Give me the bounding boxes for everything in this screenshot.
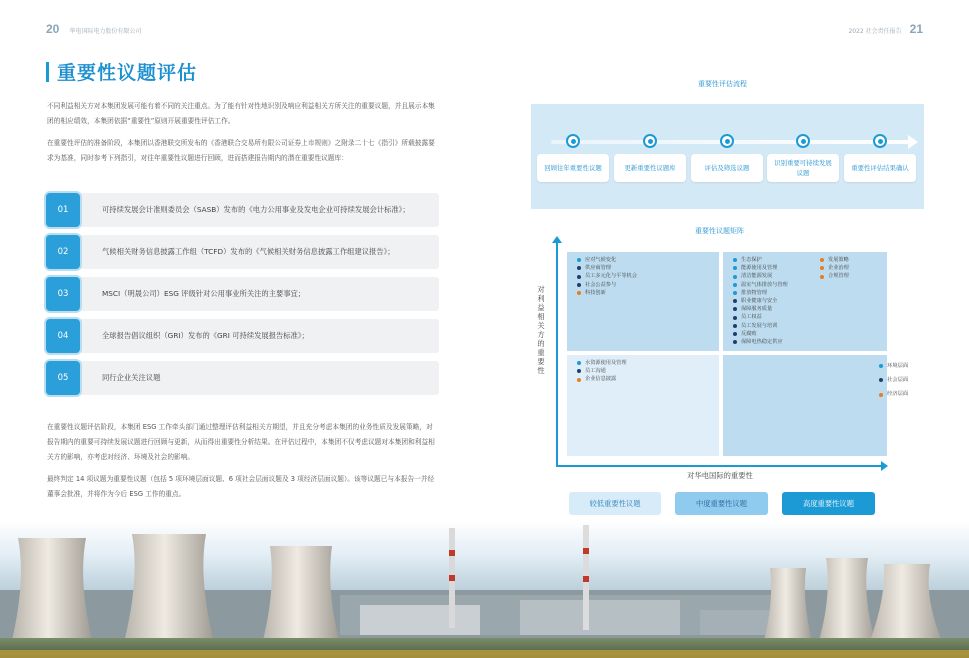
matrix-topic-label: 排放物管理 [741, 289, 767, 296]
report-name: 2022 社会责任报告 [848, 28, 902, 35]
bullet-dot-icon [733, 307, 737, 311]
matrix-topic [820, 256, 849, 264]
bullet-dot-icon [733, 316, 737, 320]
bullet-dot-icon [733, 340, 737, 344]
matrix-topic-label: 企业治理 [828, 265, 849, 272]
matrix-topic [733, 330, 877, 338]
reference-text: 气候相关财务信息披露工作组（TCFD）发布的《气候相关财务信息披露工作组建议报告》； [102, 247, 395, 256]
matrix-topic [879, 362, 908, 370]
flow-step-label: 更新重要性议题库 [614, 154, 686, 182]
matrix-topic [733, 289, 877, 297]
matrix-topic-label: 合规管理 [828, 273, 849, 280]
conclusion-paragraph-2: 最终判定 14 项议题为重要性议题（包括 5 项环境层面议题、6 项社会层面议题及 3 项经济层面议题）。该等议题已与本报告一并经董事会批准，并将作为今后 ESG 工作的重点。 [47, 475, 435, 498]
bullet-dot-icon [733, 332, 737, 336]
matrix-topic [733, 264, 877, 272]
matrix-topic-label: 温室气体排放与管理 [741, 281, 788, 288]
matrix-topic [733, 272, 877, 280]
company-name: 华电国际电力股份有限公司 [69, 28, 142, 35]
bullet-dot-icon [577, 266, 581, 270]
reference-text: 可持续发展会计准则委员会（SASB）发布的《电力公用事业及发电企业可持续发展会计标准》； [102, 205, 410, 214]
reference-list [46, 193, 439, 403]
matrix-topic [577, 281, 709, 289]
matrix-topic [577, 359, 709, 367]
bullet-dot-icon [577, 291, 581, 295]
matrix-topic-label: 科技创新 [585, 289, 606, 296]
title-accent-bar [46, 62, 49, 82]
matrix-topic-label: 保障电热稳定供应 [741, 339, 783, 346]
bullet-dot-icon [820, 258, 824, 262]
matrix-topic [820, 272, 849, 280]
quadrant-bottom-right [723, 355, 887, 456]
quadrant-col-environment-social [733, 256, 877, 346]
matrix-topic-label: 员工发展与培训 [741, 322, 778, 329]
matrix-topic-label: 供应商管理 [585, 265, 611, 272]
flow-step [614, 134, 686, 182]
bullet-dot-icon [879, 364, 883, 368]
matrix-topic [733, 338, 877, 346]
conclusion-paragraph-1: 在重要性议题评估阶段，本集团 ESG 工作牵头部门通过整理评估利益相关方期望，并且充分考虑本集团的业务性质及发展策略，对报告期内的重要可持续发展议题进行回顾与更新，从而得出重要性分析结果。在评估过程中，本集团不仅考虑议题对本集团和利益相关方的影响，亦考虑对经济、环境及社会的影响。 [47, 423, 435, 461]
matrix-topic-label: 环境层面 [887, 363, 909, 369]
reference-item [46, 277, 439, 311]
step-dot-icon [720, 134, 734, 148]
bullet-dot-icon [733, 266, 737, 270]
matrix-topic [733, 281, 877, 289]
flow-step [691, 134, 763, 182]
left-header [46, 22, 141, 36]
matrix-topic-label: 社会公益参与 [585, 281, 617, 288]
bullet-dot-icon [577, 258, 581, 262]
bullet-dot-icon [577, 378, 581, 382]
x-axis-label: 对华电国际的重要性 [687, 471, 753, 480]
bullet-dot-icon [733, 283, 737, 287]
x-axis [556, 465, 884, 467]
matrix-topic-label: 清洁能源发展 [741, 273, 773, 280]
matrix-topic-label: 经济层面 [887, 391, 909, 398]
bullet-dot-icon [820, 266, 824, 270]
high-importance-label: 高度重要性议题 [782, 492, 875, 515]
matrix-topic [820, 264, 849, 272]
page-title-text: 重要性议题评估 [57, 62, 198, 84]
flow-step [537, 134, 609, 182]
flow-step [844, 134, 916, 182]
quadrant-col-economic [820, 256, 849, 281]
matrix-topic-label: 生态保护 [741, 257, 762, 263]
flow-step-label: 评估及筛选议题 [691, 154, 763, 182]
power-plant-illustration [0, 520, 969, 658]
intro-paragraph-2: 在重要性评估的准备阶段，本集团以香港联交所发布的《香港联合交易所有限公司证券上市规则》之附录二十七《指引》所载披露要求为基准，同时参考下列指引，对往年重要性议题进行回顾，进而搭建报告期内的潜在重要性议题库： [47, 139, 435, 162]
matrix-topic-label: 发展策略 [828, 257, 849, 263]
quadrant-top-left [567, 252, 719, 351]
reference-text: MSCI（明晟公司）ESG 评级针对公用事业所关注的主要事宜； [102, 289, 306, 298]
matrix-topic [733, 322, 877, 330]
matrix-topic [577, 272, 709, 280]
reference-item [46, 361, 439, 395]
reference-text: 同行企业关注议题 [102, 373, 161, 382]
x-axis-arrow-icon [881, 461, 888, 471]
power-plant-photo [0, 520, 969, 658]
matrix-topic [577, 264, 709, 272]
matrix-topic [879, 376, 908, 384]
matrix-topic-label: 反腐败 [741, 330, 757, 337]
step-dot-icon [643, 134, 657, 148]
matrix-topic-label: 职业健康与安全 [741, 298, 778, 305]
reference-number: 05 [46, 361, 80, 395]
bullet-dot-icon [577, 275, 581, 279]
y-axis-arrow-icon [552, 236, 562, 243]
reference-number: 01 [46, 193, 80, 227]
flow-heading: 重要性评估流程 [698, 80, 747, 88]
low-importance-label: 较低重要性议题 [569, 492, 661, 515]
matrix-topic [577, 256, 709, 264]
reference-number: 04 [46, 319, 80, 353]
matrix-topic [879, 390, 908, 398]
bullet-dot-icon [733, 299, 737, 303]
reference-text: 全球报告倡议组织（GRI）发布的《GRI 可持续发展报告标准》； [102, 331, 309, 340]
quadrant-top-right [723, 252, 887, 351]
intro-paragraph-1: 不同利益相关方对本集团发展可能有着不同的关注重点。为了能有针对性地识别及响应利益相关方所关注的重要议题，并且展示本集团的相应绩效，本集团依据“重要性”原则开展重要性评估工作。 [47, 102, 435, 125]
assessment-flow [531, 104, 924, 209]
matrix-topic [733, 313, 877, 321]
bullet-dot-icon [733, 275, 737, 279]
bullet-dot-icon [577, 369, 581, 373]
left-page-number: 20 [46, 22, 60, 36]
flow-step-label: 识别重要可持续发展议题 [767, 154, 839, 182]
right-header [848, 22, 923, 36]
matrix-topic [577, 375, 709, 383]
matrix-topic [733, 297, 877, 305]
flow-step [767, 134, 839, 182]
reference-number: 03 [46, 277, 80, 311]
reference-item [46, 319, 439, 353]
matrix-topic [733, 305, 877, 313]
bullet-dot-icon [733, 324, 737, 328]
matrix-topic [577, 367, 709, 375]
quadrant-bottom-left [567, 355, 719, 456]
matrix-topic-label: 员工多元化与平等机会 [585, 273, 637, 280]
matrix-heading: 重要性议题矩阵 [695, 227, 744, 235]
bullet-dot-icon [733, 291, 737, 295]
step-dot-icon [796, 134, 810, 148]
bullet-dot-icon [577, 361, 581, 365]
matrix-topic-label: 能源使用及管理 [741, 265, 778, 272]
bullet-dot-icon [879, 393, 883, 397]
matrix-topic [733, 256, 877, 264]
page-title [46, 58, 197, 85]
y-axis [556, 240, 558, 466]
matrix-topic-label: 保障服务质量 [741, 306, 773, 313]
flow-step-label: 重要性评估结果确认 [844, 154, 916, 182]
step-dot-icon [873, 134, 887, 148]
reference-number: 02 [46, 235, 80, 269]
reference-item [46, 193, 439, 227]
step-dot-icon [566, 134, 580, 148]
matrix-topic-label: 应对气候变化 [585, 257, 617, 263]
matrix-topic [577, 289, 709, 297]
medium-importance-label: 中度重要性议题 [675, 492, 768, 515]
matrix-topic-label: 员工沟通 [585, 368, 606, 375]
reference-item [46, 235, 439, 269]
bullet-dot-icon [879, 378, 883, 382]
matrix-topic-label: 企业信息披露 [585, 376, 617, 383]
matrix-topic-label: 水资源使用及管理 [585, 360, 627, 366]
y-axis-label: 对利益相关方的重要性 [537, 285, 545, 375]
matrix-topic-label: 员工权益 [741, 314, 762, 321]
matrix-legend [879, 362, 908, 405]
right-page-number: 21 [909, 22, 923, 36]
bullet-dot-icon [820, 275, 824, 279]
bullet-dot-icon [577, 283, 581, 287]
matrix-topic-label: 社会层面 [887, 377, 909, 384]
flow-step-label: 回顾往年重要性议题 [537, 154, 609, 182]
bullet-dot-icon [733, 258, 737, 262]
